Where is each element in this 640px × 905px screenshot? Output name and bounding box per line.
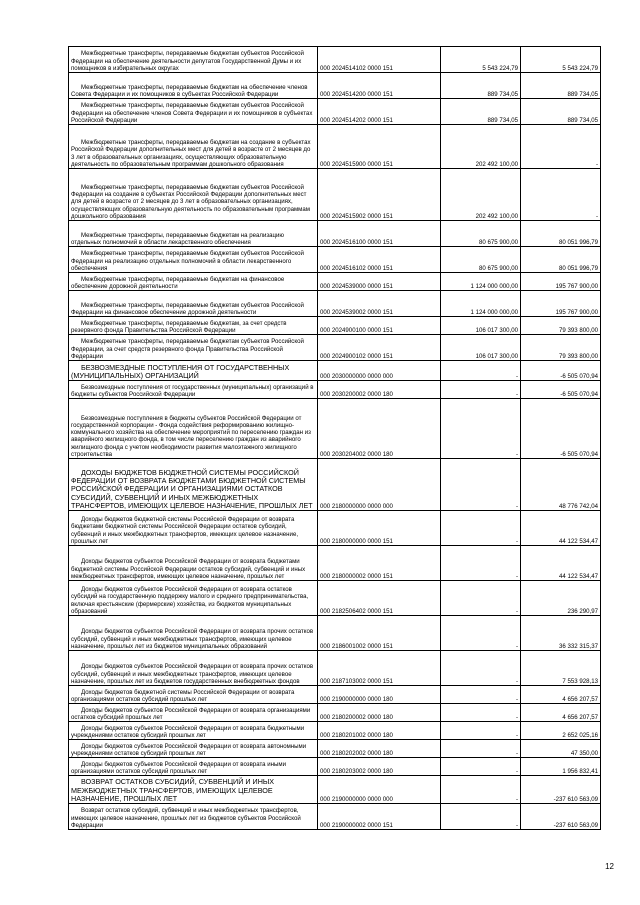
table-row	[69, 247, 601, 273]
row-name-text: Межбюджетные трансферты, передаваемые бюджетам субъектов Российской Федерации на обеспечение деятельности депутатов Государственной Думы и их помощников в избирательных округах	[71, 50, 304, 72]
table-row	[69, 758, 601, 776]
row-name-cell	[69, 740, 318, 758]
row-name-cell	[69, 247, 318, 273]
row-code-cell: 000 2024539002 0000 151	[318, 291, 441, 317]
row-actual-value-cell: 44 122 534,47	[521, 546, 601, 581]
row-actual-value-cell: -	[521, 125, 601, 169]
row-actual-value-cell: 5 543 224,79	[521, 47, 601, 73]
row-name-text: Доходы бюджетов субъектов Российской Федерации от возврата иными организациями остатков субсидий прошлых лет	[71, 760, 286, 775]
row-code-cell: 000 2030000000 0000 000	[318, 361, 441, 381]
row-code-cell: 000 2190000000 0000 000	[318, 776, 441, 804]
row-code-cell: 000 2182506402 0000 151	[318, 581, 441, 616]
row-name-text: ДОХОДЫ БЮДЖЕТОВ БЮДЖЕТНОЙ СИСТЕМЫ РОССИЙСКОЙ ФЕДЕРАЦИИ ОТ ВОЗВРАТА БЮДЖЕТАМИ БЮДЖЕТНОЙ СИСТЕМЫ РОССИЙСКОЙ ФЕДЕРАЦИИ И ОРГАНИЗАЦИЯМИ ОСТАТКОВ СУБСИДИЙ, СУБВЕНЦИЙ И ИНЫХ МЕЖБЮДЖЕТНЫХ ТРАНСФЕРТОВ, ИМЕЮЩИХ ЦЕЛЕВОЕ НАЗНАЧЕНИЕ, ПРОШЛЫХ ЛЕТ	[71, 467, 313, 510]
row-name-text: Межбюджетные трансферты, передаваемые бюджетам на обеспечение членов Совета Федерации и их помощников в субъектах Российской Федерации	[71, 83, 308, 98]
row-actual-value-cell: -6 505 070,94	[521, 399, 601, 459]
row-actual-value-cell: -	[521, 169, 601, 221]
row-code-cell: 000 2180000002 0000 151	[318, 546, 441, 581]
row-code-cell: 000 2180200002 0000 180	[318, 704, 441, 722]
table-row	[69, 616, 601, 651]
row-code-cell: 000 2030200002 0000 180	[318, 381, 441, 399]
row-actual-value-cell: 889 734,05	[521, 99, 601, 125]
row-name-cell	[69, 399, 318, 459]
table-row	[69, 399, 601, 459]
row-plan-value-cell: 1 124 000 000,00	[441, 291, 521, 317]
row-name-text: Доходы бюджетов субъектов Российской Федерации от возврата остатков субсидий на государственную поддержку малого и среднего предпринимательства, включая крестьянские (фермерские) хозяйства, из бюджетов муниципальных образований	[71, 586, 309, 615]
row-code-cell: 000 2024516100 0000 151	[318, 221, 441, 247]
row-name-text: Доходы бюджетов субъектов Российской Федерации от возврата прочих остатков субсидий, субвенций и иных межбюджетных трансфертов, имеющих целевое назначение, прошлых лет из бюджетов государственных внебюджетных фондов	[71, 663, 314, 685]
revenue-table	[68, 46, 601, 830]
row-actual-value-cell: 4 656 207,57	[521, 704, 601, 722]
row-name-cell	[69, 273, 318, 291]
row-code-cell: 000 2024900100 0000 151	[318, 317, 441, 335]
row-name-cell	[69, 581, 318, 616]
table-row	[69, 125, 601, 169]
row-code-cell: 000 2180202002 0000 180	[318, 740, 441, 758]
row-plan-value-cell: -	[441, 804, 521, 830]
row-plan-value-cell: -	[441, 581, 521, 616]
row-actual-value-cell: 236 290,97	[521, 581, 601, 616]
row-name-text: Межбюджетные трансферты, передаваемые бюджетам субъектов Российской Федерации на создание в субъектах Российской Федерации дополнительных мест для детей в возрасте от 2 месяцев до 3 лет в образовательных организациях, осуществляющих образовательную деятельность по образовательным программам дошкольного образования	[71, 183, 310, 220]
row-name-cell	[69, 125, 318, 169]
table-row	[69, 651, 601, 686]
row-actual-value-cell: 4 656 207,57	[521, 686, 601, 704]
row-plan-value-cell: -	[441, 758, 521, 776]
table-row	[69, 776, 601, 804]
row-name-text: Доходы бюджетов бюджетной системы Российской Федерации от возврата организациями остатков субсидий прошлых лет	[71, 688, 295, 703]
row-name-text: БЕЗВОЗМЕЗДНЫЕ ПОСТУПЛЕНИЯ ОТ ГОСУДАРСТВЕННЫХ (МУНИЦИПАЛЬНЫХ) ОРГАНИЗАЦИЙ	[71, 362, 290, 380]
row-name-cell	[69, 169, 318, 221]
row-name-cell	[69, 317, 318, 335]
table-row	[69, 546, 601, 581]
row-plan-value-cell: 889 734,05	[441, 99, 521, 125]
row-name-text: Доходы бюджетов бюджетной системы Российской Федерации от возврата бюджетами бюджетной системы Российской Федерации остатков субсидий, субвенций и иных межбюджетных трансфертов, имеющих целевое назначение, прошлых лет	[71, 516, 299, 545]
row-actual-value-cell: -6 505 070,94	[521, 381, 601, 399]
row-name-cell	[69, 291, 318, 317]
row-code-cell: 000 2180000000 0000 000	[318, 459, 441, 511]
row-plan-value-cell: -	[441, 722, 521, 740]
row-name-cell	[69, 511, 318, 546]
row-plan-value-cell: 889 734,05	[441, 73, 521, 99]
row-plan-value-cell: 106 017 300,00	[441, 317, 521, 335]
row-name-cell	[69, 776, 318, 804]
row-actual-value-cell: -237 610 563,09	[521, 804, 601, 830]
row-code-cell: 000 2024900102 0000 151	[318, 335, 441, 361]
row-name-text: Безвозмездные поступления от государственных (муниципальных) организаций в бюджеты субъектов Российской Федерации	[71, 383, 314, 398]
row-code-cell: 000 2187103002 0000 151	[318, 651, 441, 686]
row-plan-value-cell: -	[441, 399, 521, 459]
table-row	[69, 361, 601, 381]
row-plan-value-cell: -	[441, 381, 521, 399]
row-name-text: ВОЗВРАТ ОСТАТКОВ СУБСИДИЙ, СУБВЕНЦИЙ И ИНЫХ МЕЖБЮДЖЕТНЫХ ТРАНСФЕРТОВ, ИМЕЮЩИХ ЦЕЛЕВОЕ НАЗНАЧЕНИЕ, ПРОШЛЫХ ЛЕТ	[71, 777, 275, 803]
table-row	[69, 47, 601, 73]
table-row	[69, 169, 601, 221]
row-code-cell: 000 2180000000 0000 151	[318, 511, 441, 546]
row-name-text: Доходы бюджетов субъектов Российской Федерации от возврата бюджетными учреждениями остатков субсидий прошлых лет	[71, 724, 305, 739]
table-row	[69, 317, 601, 335]
row-actual-value-cell: 36 332 315,37	[521, 616, 601, 651]
table-row	[69, 381, 601, 399]
row-actual-value-cell: 195 767 900,00	[521, 291, 601, 317]
table-row	[69, 686, 601, 704]
row-plan-value-cell: 202 492 100,00	[441, 125, 521, 169]
row-actual-value-cell: 79 393 800,00	[521, 335, 601, 361]
row-plan-value-cell: -	[441, 459, 521, 511]
table-row	[69, 722, 601, 740]
row-name-text: Межбюджетные трансферты, передаваемые бюджетам субъектов Российской Федерации на реализацию отдельных полномочий в области лекарственного обеспечения	[71, 250, 304, 272]
row-actual-value-cell: 80 051 996,79	[521, 221, 601, 247]
row-name-cell	[69, 221, 318, 247]
row-actual-value-cell: 48 776 742,04	[521, 459, 601, 511]
row-plan-value-cell: -	[441, 361, 521, 381]
row-name-text: Межбюджетные трансферты, передаваемые бюджетам субъектов Российской Федерации на финансовое обеспечение дорожной деятельности	[71, 301, 304, 316]
table-row	[69, 99, 601, 125]
row-code-cell: 000 2180201002 0000 180	[318, 722, 441, 740]
table-row	[69, 335, 601, 361]
row-name-cell	[69, 804, 318, 830]
table-row	[69, 511, 601, 546]
table-row	[69, 704, 601, 722]
row-name-text: Межбюджетные трансферты, передаваемые бюджетам субъектов Российской Федерации, за счет средств резервного фонда Правительства Российской Федерации	[71, 338, 304, 360]
row-name-cell	[69, 546, 318, 581]
table-row	[69, 459, 601, 511]
row-actual-value-cell: 79 393 800,00	[521, 317, 601, 335]
row-code-cell: 000 2024514102 0000 151	[318, 47, 441, 73]
row-actual-value-cell: 80 051 996,79	[521, 247, 601, 273]
row-plan-value-cell: 106 017 300,00	[441, 335, 521, 361]
row-plan-value-cell: -	[441, 686, 521, 704]
row-plan-value-cell: -	[441, 740, 521, 758]
row-plan-value-cell: 80 675 900,00	[441, 247, 521, 273]
row-plan-value-cell: 1 124 000 000,00	[441, 273, 521, 291]
row-actual-value-cell: 2 652 025,16	[521, 722, 601, 740]
table-row	[69, 740, 601, 758]
row-code-cell: 000 2186001002 0000 151	[318, 616, 441, 651]
row-plan-value-cell: 5 543 224,79	[441, 47, 521, 73]
row-plan-value-cell: -	[441, 776, 521, 804]
row-name-text: Возврат остатков субсидий, субвенций и иных межбюджетных трансфертов, имеющих целевое назначение, прошлых лет из бюджетов субъектов Российской Федерации	[71, 807, 301, 829]
row-name-cell	[69, 686, 318, 704]
row-name-text: Доходы бюджетов субъектов Российской Федерации от возврата бюджетами бюджетной системы Российской Федерации остатков субсидий, субвенций и иных межбюджетных трансфертов, имеющих целевое назначение, прошлых лет	[71, 558, 306, 580]
table-row	[69, 73, 601, 99]
row-plan-value-cell: -	[441, 616, 521, 651]
row-name-text: Межбюджетные трансферты, передаваемые бюджетам на создание в субъектах Российской Федерации дополнительных мест для детей в возрасте от 2 месяцев до 3 лет в образовательных организациях, осуществляющих образовательную деятельность по образовательным программам дошкольного образования	[71, 139, 311, 168]
row-actual-value-cell: -6 505 070,94	[521, 361, 601, 381]
row-name-text: Межбюджетные трансферты, передаваемые бюджетам на финансовое обеспечение дорожной деятельности	[71, 275, 285, 290]
row-plan-value-cell: 202 492 100,00	[441, 169, 521, 221]
table-row	[69, 221, 601, 247]
row-actual-value-cell: -237 610 563,09	[521, 776, 601, 804]
row-name-cell	[69, 704, 318, 722]
table-row	[69, 581, 601, 616]
row-plan-value-cell: -	[441, 704, 521, 722]
table-row	[69, 804, 601, 830]
row-actual-value-cell: 44 122 534,47	[521, 511, 601, 546]
row-actual-value-cell: 1 956 832,41	[521, 758, 601, 776]
row-name-cell	[69, 73, 318, 99]
table-row	[69, 273, 601, 291]
row-name-text: Межбюджетные трансферты, передаваемые бюджетам на реализацию отдельных полномочий в области лекарственного обеспечения	[71, 231, 285, 246]
row-name-cell	[69, 335, 318, 361]
row-name-cell	[69, 722, 318, 740]
row-actual-value-cell: 889 734,05	[521, 73, 601, 99]
row-code-cell: 000 2024515902 0000 151	[318, 169, 441, 221]
row-name-cell	[69, 99, 318, 125]
row-actual-value-cell: 7 553 928,13	[521, 651, 601, 686]
row-plan-value-cell: 80 675 900,00	[441, 221, 521, 247]
row-code-cell: 000 2180203002 0000 180	[318, 758, 441, 776]
row-code-cell: 000 2024514202 0000 151	[318, 99, 441, 125]
table-row	[69, 291, 601, 317]
row-name-text: Доходы бюджетов субъектов Российской Федерации от возврата организациями остатков субсидий прошлых лет	[71, 706, 311, 721]
row-name-cell	[69, 47, 318, 73]
row-actual-value-cell: 47 350,00	[521, 740, 601, 758]
row-name-text: Межбюджетные трансферты, передаваемые бюджетам, за счет средств резервного фонда Правительства Российской Федерации	[71, 319, 287, 334]
row-name-cell	[69, 616, 318, 651]
row-code-cell: 000 2030204002 0000 180	[318, 399, 441, 459]
row-plan-value-cell: -	[441, 546, 521, 581]
row-plan-value-cell: -	[441, 651, 521, 686]
row-code-cell: 000 2024515900 0000 151	[318, 125, 441, 169]
row-actual-value-cell: 195 767 900,00	[521, 273, 601, 291]
row-name-cell	[69, 361, 318, 381]
row-code-cell: 000 2190000000 0000 180	[318, 686, 441, 704]
row-name-text: Межбюджетные трансферты, передаваемые бюджетам субъектов Российской Федерации на обеспечение членов Совета Федерации и их помощников в субъектах Российской Федерации	[71, 102, 313, 124]
row-name-cell	[69, 651, 318, 686]
report-page	[68, 46, 596, 830]
row-plan-value-cell: -	[441, 511, 521, 546]
row-name-text: Доходы бюджетов субъектов Российской Федерации от возврата автономными учреждениями остатков субсидий прошлых лет	[71, 742, 307, 757]
page-number: 12	[605, 862, 614, 871]
row-code-cell: 000 2190000002 0000 151	[318, 804, 441, 830]
row-name-cell	[69, 758, 318, 776]
row-name-cell	[69, 459, 318, 511]
row-code-cell: 000 2024539000 0000 151	[318, 273, 441, 291]
row-code-cell: 000 2024514200 0000 151	[318, 73, 441, 99]
row-code-cell: 000 2024516102 0000 151	[318, 247, 441, 273]
row-name-text: Доходы бюджетов субъектов Российской Федерации от возврата прочих остатков субсидий, субвенций и иных межбюджетных трансфертов, имеющих целевое назначение, прошлых лет из бюджетов муниципальных образований	[71, 628, 314, 650]
row-name-text: Безвозмездные поступления в бюджеты субъектов Российской Федерации от государственной корпорации - Фонда содействия реформированию жилищно-коммунального хозяйства на обеспечение мероприятий по переселению граждан из аварийного жилищного фонда, в том числе переселению граждан из аварийного жилищного фонда с учетом необходимости развития малоэтажного жилищного строительства	[71, 414, 311, 458]
row-name-cell	[69, 381, 318, 399]
